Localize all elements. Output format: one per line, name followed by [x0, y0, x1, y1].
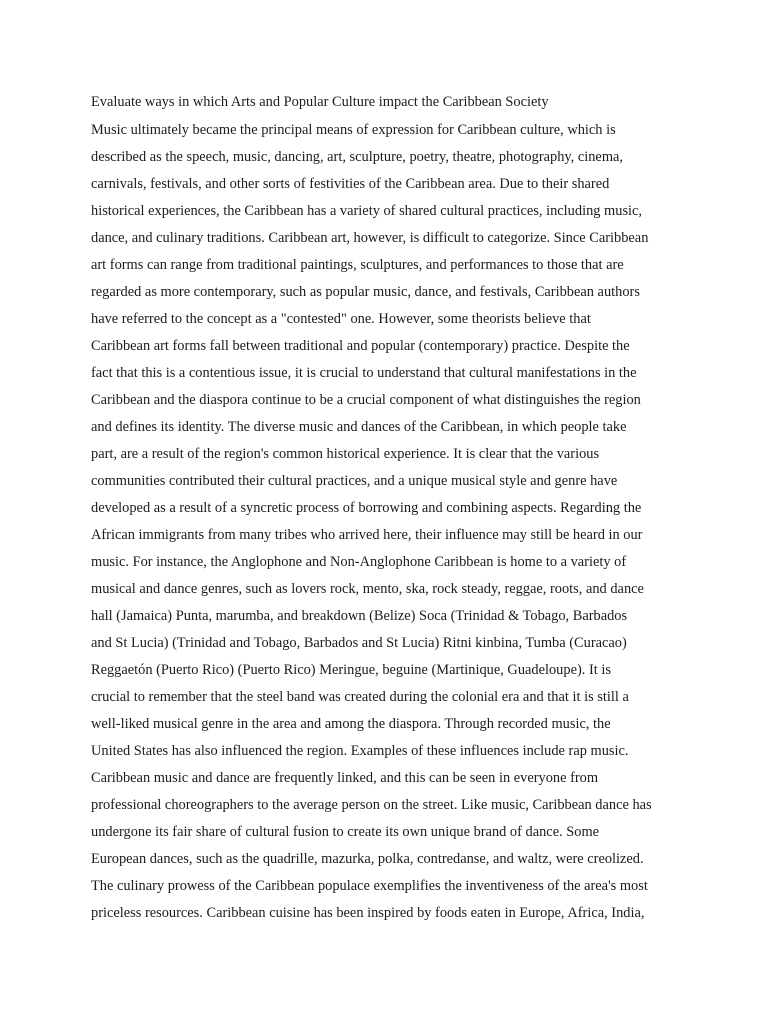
- text-line: art forms can range from traditional paintings, sculptures, and performances to those that are: [91, 257, 624, 273]
- text-line: hall (Jamaica) Punta, marumba, and breakdown (Belize) Soca (Trinidad & Tobago, Barbados: [91, 608, 628, 624]
- text-line: described as the speech, music, dancing, art, sculpture, poetry, theatre, photography, cinema,: [91, 149, 623, 165]
- text-line: historical experiences, the Caribbean has a variety of shared cultural practices, including music,: [91, 203, 643, 219]
- text-line: and St Lucia) (Trinidad and Tobago, Barbados and St Lucia) Ritni kinbina, Tumba (Curacao): [91, 635, 627, 651]
- text-line: Caribbean and the diaspora continue to be a crucial component of what distinguishes the region: [91, 392, 641, 408]
- text-line: Caribbean music and dance are frequently linked, and this can be seen in everyone from: [91, 770, 599, 786]
- text-line: The culinary prowess of the Caribbean populace exemplifies the inventiveness of the area's most: [91, 878, 648, 894]
- text-line: fact that this is a contentious issue, it is crucial to understand that cultural manifestations in the: [91, 365, 637, 381]
- text-line: crucial to remember that the steel band was created during the colonial era and that it is still a: [91, 689, 629, 705]
- text-line: professional choreographers to the average person on the street. Like music, Caribbean dance has: [91, 797, 652, 813]
- document-page: [91, 92, 681, 927]
- text-line: music. For instance, the Anglophone and Non-Anglophone Caribbean is home to a variety of: [91, 554, 627, 570]
- text-line: Music ultimately became the principal means of expression for Caribbean culture, which is: [91, 122, 616, 138]
- text-line: part, are a result of the region's common historical experience. It is clear that the various: [91, 446, 600, 462]
- text-line: dance, and culinary traditions. Caribbean art, however, is difficult to categorize. Since Caribbean: [91, 230, 649, 246]
- text-line: carnivals, festivals, and other sorts of festivities of the Caribbean area. Due to their shared: [91, 176, 610, 192]
- text-line: communities contributed their cultural practices, and a unique musical style and genre have: [91, 473, 618, 489]
- text-line: undergone its fair share of cultural fusion to create its own unique brand of dance. Some: [91, 824, 600, 840]
- text-line: developed as a result of a syncretic process of borrowing and combining aspects. Regarding the: [91, 500, 642, 516]
- text-line: priceless resources. Caribbean cuisine has been inspired by foods eaten in Europe, Africa, India,: [91, 905, 645, 921]
- text-line: musical and dance genres, such as lovers rock, mento, ska, rock steady, reggae, roots, and dance: [91, 581, 644, 597]
- text-line: African immigrants from many tribes who arrived here, their influence may still be heard in our: [91, 527, 643, 543]
- text-line: have referred to the concept as a "contested" one. However, some theorists believe that: [91, 311, 591, 327]
- text-line: regarded as more contemporary, such as popular music, dance, and festivals, Caribbean authors: [91, 284, 640, 300]
- text-line: Reggaetón (Puerto Rico) (Puerto Rico) Meringue, beguine (Martinique, Guadeloupe). It is: [91, 662, 611, 678]
- text-line: and defines its identity. The diverse music and dances of the Caribbean, in which people take: [91, 419, 627, 435]
- text-line: United States has also influenced the region. Examples of these influences include rap music.: [91, 743, 629, 759]
- document-title: Evaluate ways in which Arts and Popular Culture impact the Caribbean Society: [91, 94, 549, 110]
- text-line: well-liked musical genre in the area and among the diaspora. Through recorded music, the: [91, 716, 611, 732]
- text-line: Caribbean art forms fall between traditional and popular (contemporary) practice. Despite the: [91, 338, 630, 354]
- document-body: [91, 117, 681, 927]
- text-line: European dances, such as the quadrille, mazurka, polka, contredanse, and waltz, were creolized.: [91, 851, 644, 867]
